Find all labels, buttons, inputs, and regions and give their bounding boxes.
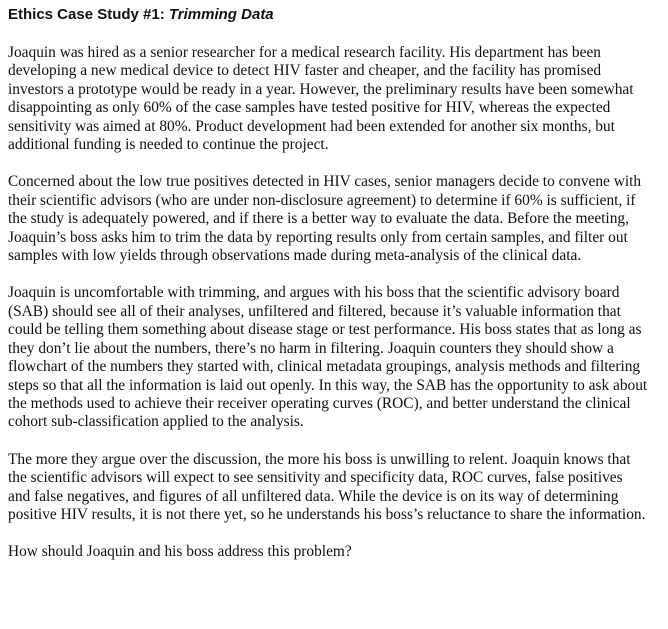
paragraph-background: Joaquin was hired as a senior researcher for a medical research facility. His department has been developing a new medical device to detect HIV faster and cheaper, and the facility has promised investors a prototype would be ready in a year. However, the preliminary results have been somewhat disappointing as only 60% of the case samples have tested positive for HIV, whereas the expected sensitivity was aimed at 80%. Product development had been extended for another six months, but additional funding is needed to continue the project. [8, 44, 634, 154]
title-emphasis: Trimming Data [168, 6, 274, 23]
paragraph-argument: Joaquin is uncomfortable with trimming, and argues with his boss that the scientific advisory board (SAB) should see all of their analyses, unfiltered and filtered, because it’s valuable information that could be telling them something about disease stage or test performance. His boss states that as long as they don’t lie about the numbers, there’s no harm in filtering. Joaquin counters they should show a flowchart of the numbers they started with, clinical metadata groupings, analysis methods and filtering steps so that all the information is laid out openly. In this way, the SAB has the opportunity to ask about the methods used to achieve their receiver operating curves (ROC), and better understand the clinical cohort sub-classification applied to the analysis. [8, 284, 648, 431]
discussion-question: How should Joaquin and his boss address this problem? [8, 543, 352, 561]
document-title [8, 6, 658, 24]
title-prefix: Ethics Case Study #1: [8, 6, 169, 23]
paragraph-conflict: The more they argue over the discussion, the more his boss is unwilling to relent. Joaquin knows that the scientific advisors will expect to see sensitivity and specificity data, ROC curves, false positives and false negatives, and figures of all unfiltered data. While the device is on its way of determining positive HIV results, it is not there yet, so he understands his boss’s reluctance to share the information. [8, 450, 646, 523]
paragraph-concern: Concerned about the low true positives detected in HIV cases, senior managers decide to convene with their scientific advisors (who are under non-disclosure agreement) to determine if 60% is sufficient, if the study is adequately powered, and if there is a better way to evaluate the data. Before the meeting, Joaquin’s boss asks him to trim the data by reporting results only from certain samples, and filter out samples with low yields through observations made during meta-analysis of the clinical data. [8, 173, 642, 265]
